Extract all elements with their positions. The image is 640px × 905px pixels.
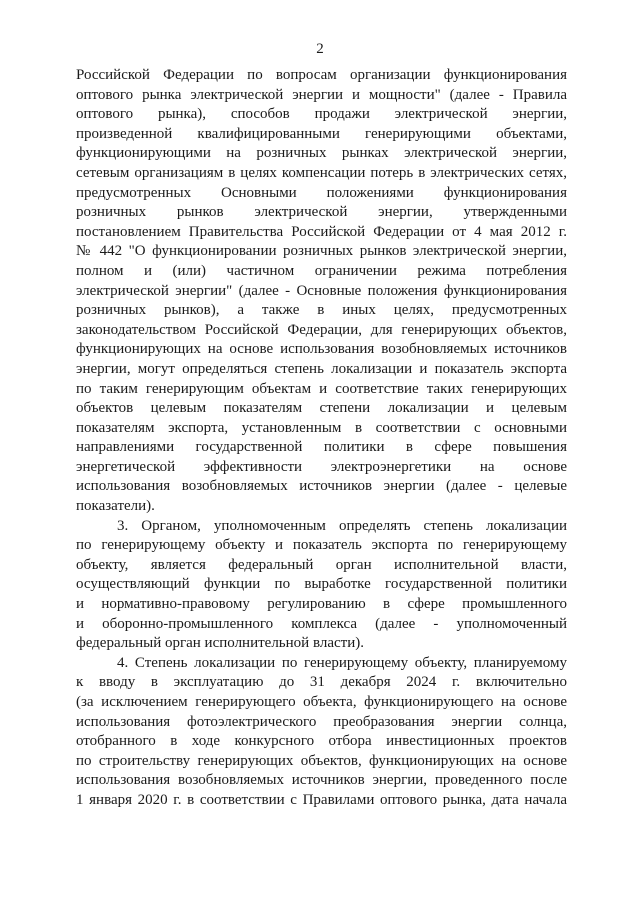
text-line: функционирующими на розничных рынках электрической энергии,	[76, 145, 567, 162]
text-line: показателям экспорта, установленным в соответствии с основными	[76, 419, 567, 436]
text-line: осуществляющий функции по выработке государственной политики	[76, 576, 567, 593]
text-line: федеральный орган исполнительной власти).	[76, 635, 364, 652]
text-line: оптового рынка электрической энергии и мощности" (далее - Правила	[76, 86, 567, 103]
text-line: 3. Органом, уполномоченным определять степень локализации	[117, 517, 567, 534]
text-line: использования возобновляемых источников энергии, проведенного после	[76, 772, 567, 789]
text-line: и оборонно-промышленного комплекса (далее - уполномоченный	[76, 615, 567, 632]
page-number: 2	[316, 41, 324, 57]
text-line: Российской Федерации по вопросам организации функционирования	[76, 67, 567, 83]
text-line: предусмотренных Основными положениями функционирования	[76, 184, 567, 201]
text-line: и нормативно-правовому регулированию в сфере промышленного	[76, 596, 567, 613]
text-line: розничных рынков электрической энергии, утвержденными	[76, 204, 567, 221]
text-line: направлениями государственной политики в сфере повышения	[76, 439, 567, 456]
text-line: сетевым организациям в целях компенсации потерь в электрических сетях,	[76, 164, 567, 181]
text-line: законодательством Российской Федерации, для генерирующих объектов,	[76, 321, 567, 338]
text-line: электрической энергии" (далее - Основные положения функционирования	[76, 282, 567, 299]
document-body	[76, 66, 567, 811]
text-line: использования возобновляемых источников энергии (далее - целевые	[76, 478, 567, 495]
text-line: функционирующих на основе использования возобновляемых источников	[76, 341, 567, 358]
text-line: по генерирующему объекту и показатель экспорта по генерирующему	[76, 537, 567, 554]
text-line: постановлением Правительства Российской Федерации от 4 мая 2012 г.	[76, 223, 567, 240]
text-line: № 442 "О функционировании розничных рынков электрической энергии,	[76, 243, 567, 260]
text-line: (за исключением генерирующего объекта, функционирующего на основе	[76, 694, 567, 710]
text-line: объектов целевым показателям степени локализации и целевым	[76, 400, 567, 417]
text-line: объекту, является федеральный орган исполнительной власти,	[76, 556, 567, 573]
text-line: энергии, могут определяться степень локализации и показатель экспорта	[76, 360, 567, 377]
text-line: использования фотоэлектрического преобразования энергии солнца,	[76, 713, 567, 730]
text-line: отобранного в ходе конкурсного отбора инвестиционных проектов	[76, 733, 567, 750]
text-line: 4. Степень локализации по генерирующему объекту, планируемому	[117, 654, 567, 671]
text-line: энергетической эффективности электроэнергетики на основе	[76, 458, 567, 475]
text-line: по строительству генерирующих объектов, функционирующих на основе	[76, 752, 567, 769]
text-line: 1 января 2020 г. в соответствии с Правилами оптового рынка, дата начала	[76, 791, 567, 808]
text-line: показатели).	[76, 498, 155, 515]
text-line: полном и (или) частичном ограничении режима потребления	[76, 262, 567, 279]
text-line: розничных рынков), а также в иных целях, предусмотренных	[76, 302, 567, 319]
text-line: произведенной квалифицированными генерирующими объектами,	[76, 125, 567, 142]
text-line: к вводу в эксплуатацию до 31 декабря 2024 г. включительно	[76, 674, 567, 691]
text-line: оптового рынка), способов продажи электрической энергии,	[76, 106, 567, 123]
text-line: по таким генерирующим объектам и соответствие таких генерирующих	[76, 380, 567, 397]
